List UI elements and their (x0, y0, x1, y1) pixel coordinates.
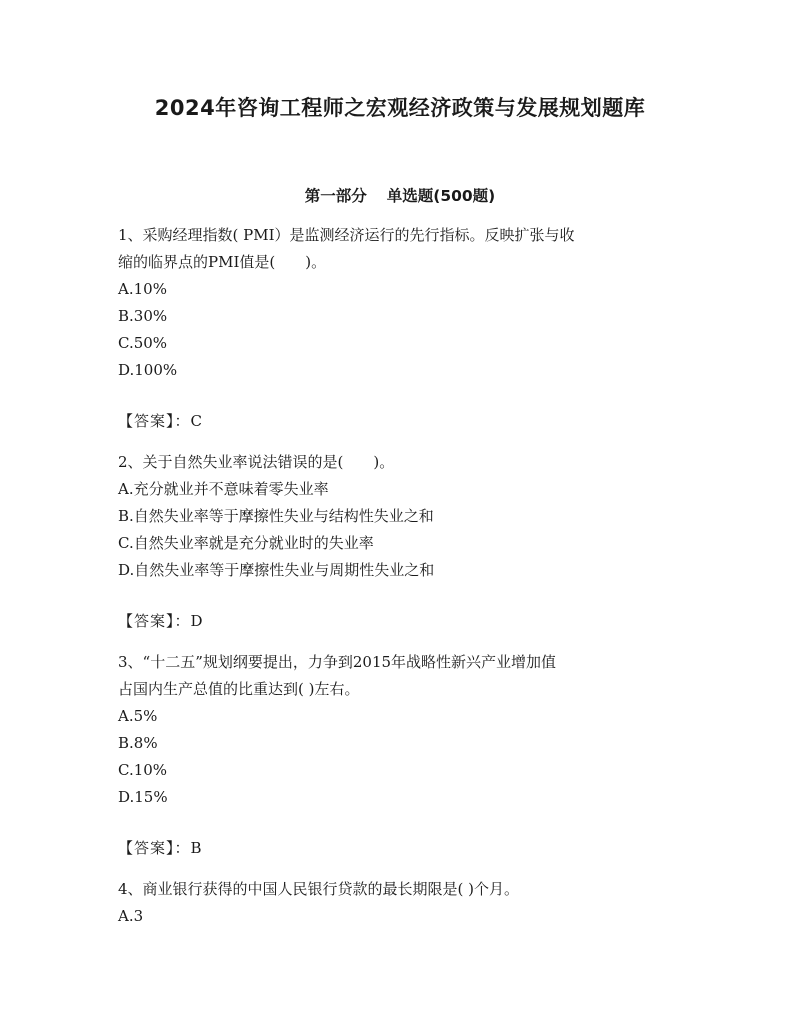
question-1-option-d: D.100% (118, 361, 178, 379)
question-4-stem-line-1: 4、商业银行获得的中国人民银行贷款的最长期限是( )个月。 (118, 880, 520, 898)
question-1-option-a: A.10% (118, 280, 167, 298)
question-3-option-a: A.5% (118, 707, 158, 725)
question-2 (118, 449, 688, 635)
question-1-option-b: B.30% (118, 307, 168, 325)
question-3-option-c: C.10% (118, 761, 168, 779)
question-3-stem-line-1: 3、“十二五”规划纲要提出，力争到2015年战略性新兴产业增加值 (118, 653, 557, 671)
question-3-option-d: D.15% (118, 788, 168, 806)
document-title: 2024年咨询工程师之宏观经济政策与发展规划题库 (154, 96, 646, 120)
question-2-stem-line-1: 2、关于自然失业率说法错误的是( )。 (118, 453, 395, 471)
question-2-option-c: C.自然失业率就是充分就业时的失业率 (118, 534, 374, 552)
question-1 (118, 222, 688, 435)
question-1-option-c: C.50% (118, 334, 168, 352)
question-2-option-a: A.充分就业并不意味着零失业率 (118, 480, 329, 498)
question-3-stem-line-2: 占国内生产总值的比重达到( )左右。 (118, 680, 360, 698)
question-2-option-d: D.自然失业率等于摩擦性失业与周期性失业之和 (118, 561, 435, 579)
answer-label: 【答案】： (118, 612, 191, 630)
section-part: 第一部分 (304, 187, 367, 205)
question-1-stem-line-2: 缩的临界点的PMI值是( )。 (118, 253, 327, 271)
section-name: 单选题(500题) (386, 187, 496, 205)
question-1-answer (118, 408, 688, 435)
question-4 (118, 876, 688, 930)
question-list (118, 222, 688, 930)
answer-value: D (190, 612, 203, 630)
answer-label: 【答案】： (118, 412, 191, 430)
answer-value: C (190, 412, 202, 430)
question-3-answer (118, 835, 688, 862)
answer-label: 【答案】： (118, 839, 191, 857)
question-3-option-b: B.8% (118, 734, 158, 752)
question-1-stem-line-1: 1、采购经理指数( PMI）是监测经济运行的先行指标。反映扩张与收 (118, 226, 575, 244)
question-4-option-a: A.3 (118, 907, 144, 925)
question-2-option-b: B.自然失业率等于摩擦性失业与结构性失业之和 (118, 507, 434, 525)
section-heading (0, 184, 800, 206)
answer-value: B (190, 839, 202, 857)
question-3 (118, 649, 688, 862)
question-2-answer (118, 608, 688, 635)
